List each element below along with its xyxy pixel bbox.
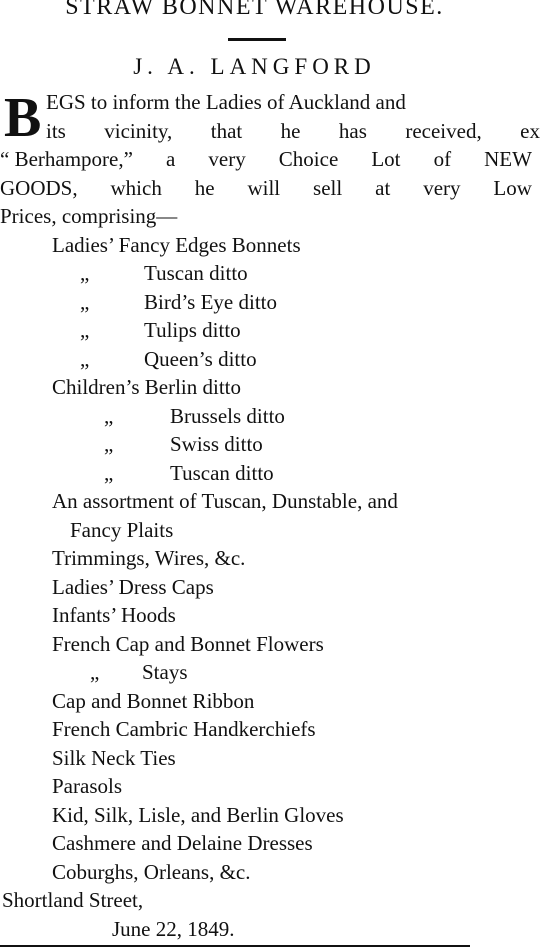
item-bonnet-ditto — [0, 288, 540, 317]
item-coburghs: Coburghs, Orleans, &c. — [52, 859, 251, 884]
word: “ Berhampore,” — [0, 147, 133, 171]
item-text: Stays — [142, 660, 188, 684]
item-trimmings: Trimmings, Wires, &c. — [52, 546, 246, 570]
ditto-mark: „ — [104, 403, 114, 428]
word: received, — [405, 118, 482, 143]
word: has — [338, 118, 367, 143]
item-text: Tulips ditto — [144, 318, 241, 342]
item-assortment: An assortment of Tuscan, Dunstable, and — [52, 489, 398, 513]
ditto-mark: „ — [80, 261, 90, 285]
item-text: Queen’s ditto — [144, 346, 257, 371]
item-neck-ties: Silk Neck Ties — [52, 745, 176, 770]
item-bonnet-ditto — [0, 259, 540, 288]
item-parasols: Parasols — [52, 774, 122, 798]
ditto-mark: „ — [80, 346, 90, 371]
item-assortment-cont: Fancy Plaits — [70, 517, 174, 542]
ditto-mark: „ — [104, 432, 114, 456]
ditto-mark: „ — [80, 289, 90, 314]
footer-place: Shortland Street, — [2, 888, 144, 912]
word: NEW — [484, 147, 532, 171]
item-text: Swiss ditto — [170, 432, 263, 456]
intro-line-5: Prices, comprising— — [0, 204, 178, 228]
intro-line-3 — [0, 145, 532, 174]
ditto-mark: „ — [80, 318, 90, 342]
word: which — [110, 175, 162, 200]
advertisement-title: STRAW BONNET WAREHOUSE. — [65, 0, 444, 20]
bottom-divider — [0, 945, 470, 947]
item-children-ditto — [0, 459, 540, 488]
word: sell — [313, 175, 343, 200]
advertisement-body — [0, 88, 540, 943]
intro-line-1: EGS to inform the Ladies of Auckland and — [46, 90, 406, 114]
item-text: Brussels ditto — [170, 403, 285, 428]
ditto-mark: „ — [90, 660, 100, 684]
item-dresses: Cashmere and Delaine Dresses — [52, 831, 313, 855]
item-children: Children’s Berlin ditto — [52, 375, 241, 399]
word: at — [375, 175, 391, 200]
word: Lot — [371, 147, 401, 171]
word: Low — [493, 175, 532, 200]
item-dress-caps: Ladies’ Dress Caps — [52, 574, 214, 599]
item-text: Bird’s Eye ditto — [144, 289, 277, 314]
item-bonnets: Ladies’ Fancy Edges Bonnets — [52, 232, 301, 257]
item-hoods: Infants’ Hoods — [52, 603, 176, 627]
item-ribbon: Cap and Bonnet Ribbon — [52, 688, 255, 713]
word: ex — [520, 118, 540, 143]
item-bonnet-ditto — [0, 345, 540, 374]
word: GOODS, — [0, 175, 78, 200]
item-children-ditto — [0, 430, 540, 459]
word: vicinity, — [104, 118, 173, 143]
item-handkerchiefs: French Cambric Handkerchiefs — [52, 717, 316, 741]
word: a — [166, 147, 176, 171]
footer-date: June 22, 1849. — [112, 916, 235, 941]
word: very — [208, 147, 246, 171]
word: of — [433, 147, 452, 171]
word: he — [280, 118, 301, 143]
word: Choice — [278, 147, 339, 171]
intro-line-4 — [0, 174, 532, 203]
drop-cap: B — [4, 87, 42, 149]
word: that — [210, 118, 243, 143]
word: he — [194, 175, 215, 200]
word: will — [247, 175, 281, 200]
title-divider — [228, 38, 286, 41]
word: its — [46, 118, 66, 143]
advertiser-name: J. A. LANGFORD — [133, 54, 376, 79]
item-gloves: Kid, Silk, Lisle, and Berlin Gloves — [52, 802, 344, 827]
item-bonnet-ditto — [0, 316, 540, 345]
item-text: Tuscan ditto — [170, 460, 274, 485]
intro-line-2 — [0, 117, 540, 146]
ditto-mark: „ — [104, 460, 114, 485]
item-text: Tuscan ditto — [144, 261, 248, 285]
item-stays — [0, 658, 540, 687]
word: very — [423, 175, 461, 200]
item-children-ditto — [0, 402, 540, 431]
item-flowers: French Cap and Bonnet Flowers — [52, 631, 324, 656]
